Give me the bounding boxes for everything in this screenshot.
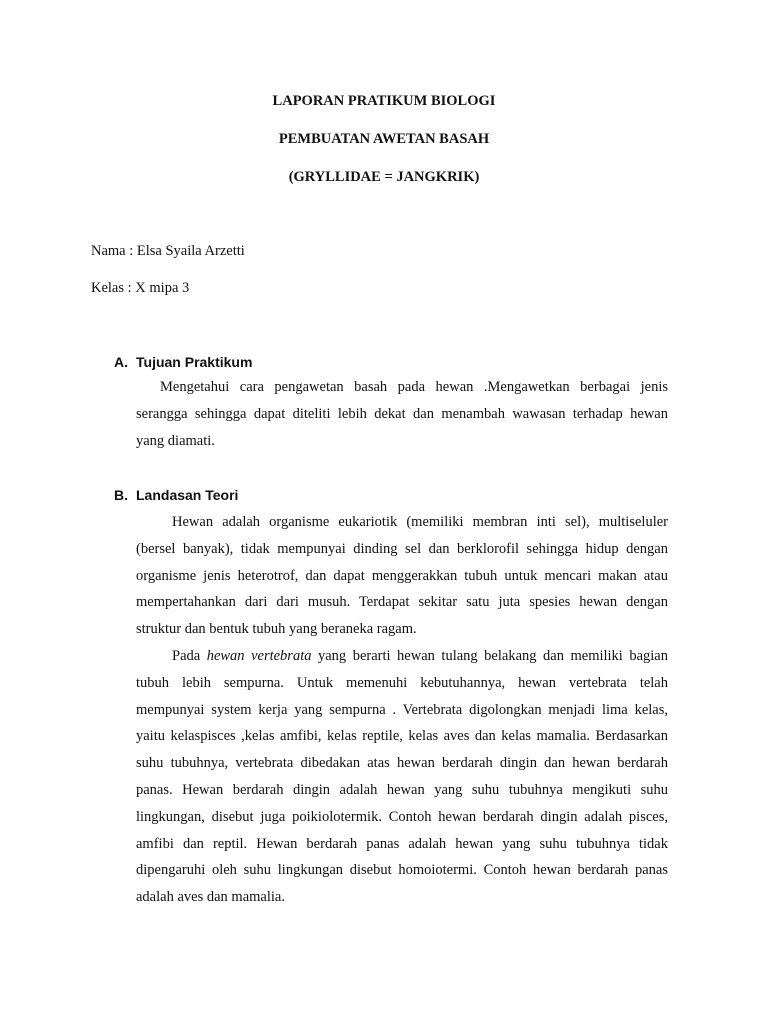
paragraph-line: (bersel banyak), tidak mempunyai dinding sel dan berklorofil sehingga hidup dengan [136,540,668,557]
paragraph-line: suhu tubuhnya, vertebrata dibedakan atas hewan berdarah dingin dan hewan berdarah [136,755,668,772]
section-b-paragraph-2 [136,643,668,911]
paragraph-first-rest: yang berarti hewan tulang belakang dan memiliki bagian [311,648,668,664]
paragraph-line: amfibi dan reptil. Hewan berdarah panas adalah hewan yang suhu tubuhnya tidak [136,835,668,852]
paragraph-line: mempertahankan dari dari musuh. Terdapat sekitar satu juta spesies hewan dengan [136,594,668,611]
italic-term: hewan vertebrata [206,648,312,664]
report-specimen: (GRYLLIDAE = JANGKRIK) [288,169,480,185]
report-subtitle: PEMBUATAN AWETAN BASAH [278,131,490,147]
paragraph-line: dipengaruhi oleh suhu lingkungan disebut homoiotermi. Contoh hewan berdarah panas [136,862,668,879]
section-a-title: Tujuan Praktikum [136,354,253,370]
paragraph-line: serangga sehingga dapat diteliti lebih dekat dan menambah wawasan terhadap hewan [136,405,668,422]
paragraph-line: adalah aves dan mamalia. [136,889,285,906]
section-a-paragraph [136,374,668,454]
section-a-heading [114,354,252,370]
section-a-letter: A. [114,354,128,370]
section-b-heading [114,487,238,503]
paragraph-line: yaitu kelaspisces ,kelas amfibi, kelas reptile, kelas aves dan kelas mamalia. Berdasarkan [136,728,668,745]
student-name: Nama : Elsa Syaila Arzetti [91,243,245,259]
paragraph-line: mempunyai system kerja yang sempurna . Vertebrata digolongkan menjadi lima kelas, [136,701,668,718]
paragraph-line: tubuh lebih sempurna. Untuk memenuhi kebutuhannya, hewan vertebrata telah [136,674,668,691]
paragraph-line: Mengetahui cara pengawetan basah pada hewan .Mengawetkan berbagai jenis [160,379,668,395]
paragraph-line: yang diamati. [136,432,215,449]
paragraph-line: organisme jenis heterotrof, dan dapat menggerakkan tubuh untuk mencari makan atau [136,567,668,584]
paragraph-line: lingkungan, disebut juga poikiolotermik. Contoh hewan berdarah dingin adalah pisces, [136,808,668,825]
section-b-letter: B. [114,487,128,503]
report-title: LAPORAN PRATIKUM BIOLOGI [272,93,496,109]
section-b-title: Landasan Teori [136,487,239,503]
paragraph-lead: Pada [172,648,207,664]
paragraph-line: Hewan adalah organisme eukariotik (memiliki membran inti sel), multiseluler [172,514,668,530]
paragraph-line [136,643,668,670]
paragraph-line: panas. Hewan berdarah dingin adalah hewan yang suhu tubuhnya mengikuti suhu [136,781,668,798]
section-b-paragraph-1 [136,509,668,643]
paragraph-line: struktur dan bentuk tubuh yang beraneka ragam. [136,621,417,638]
student-class: Kelas : X mipa 3 [91,280,190,296]
